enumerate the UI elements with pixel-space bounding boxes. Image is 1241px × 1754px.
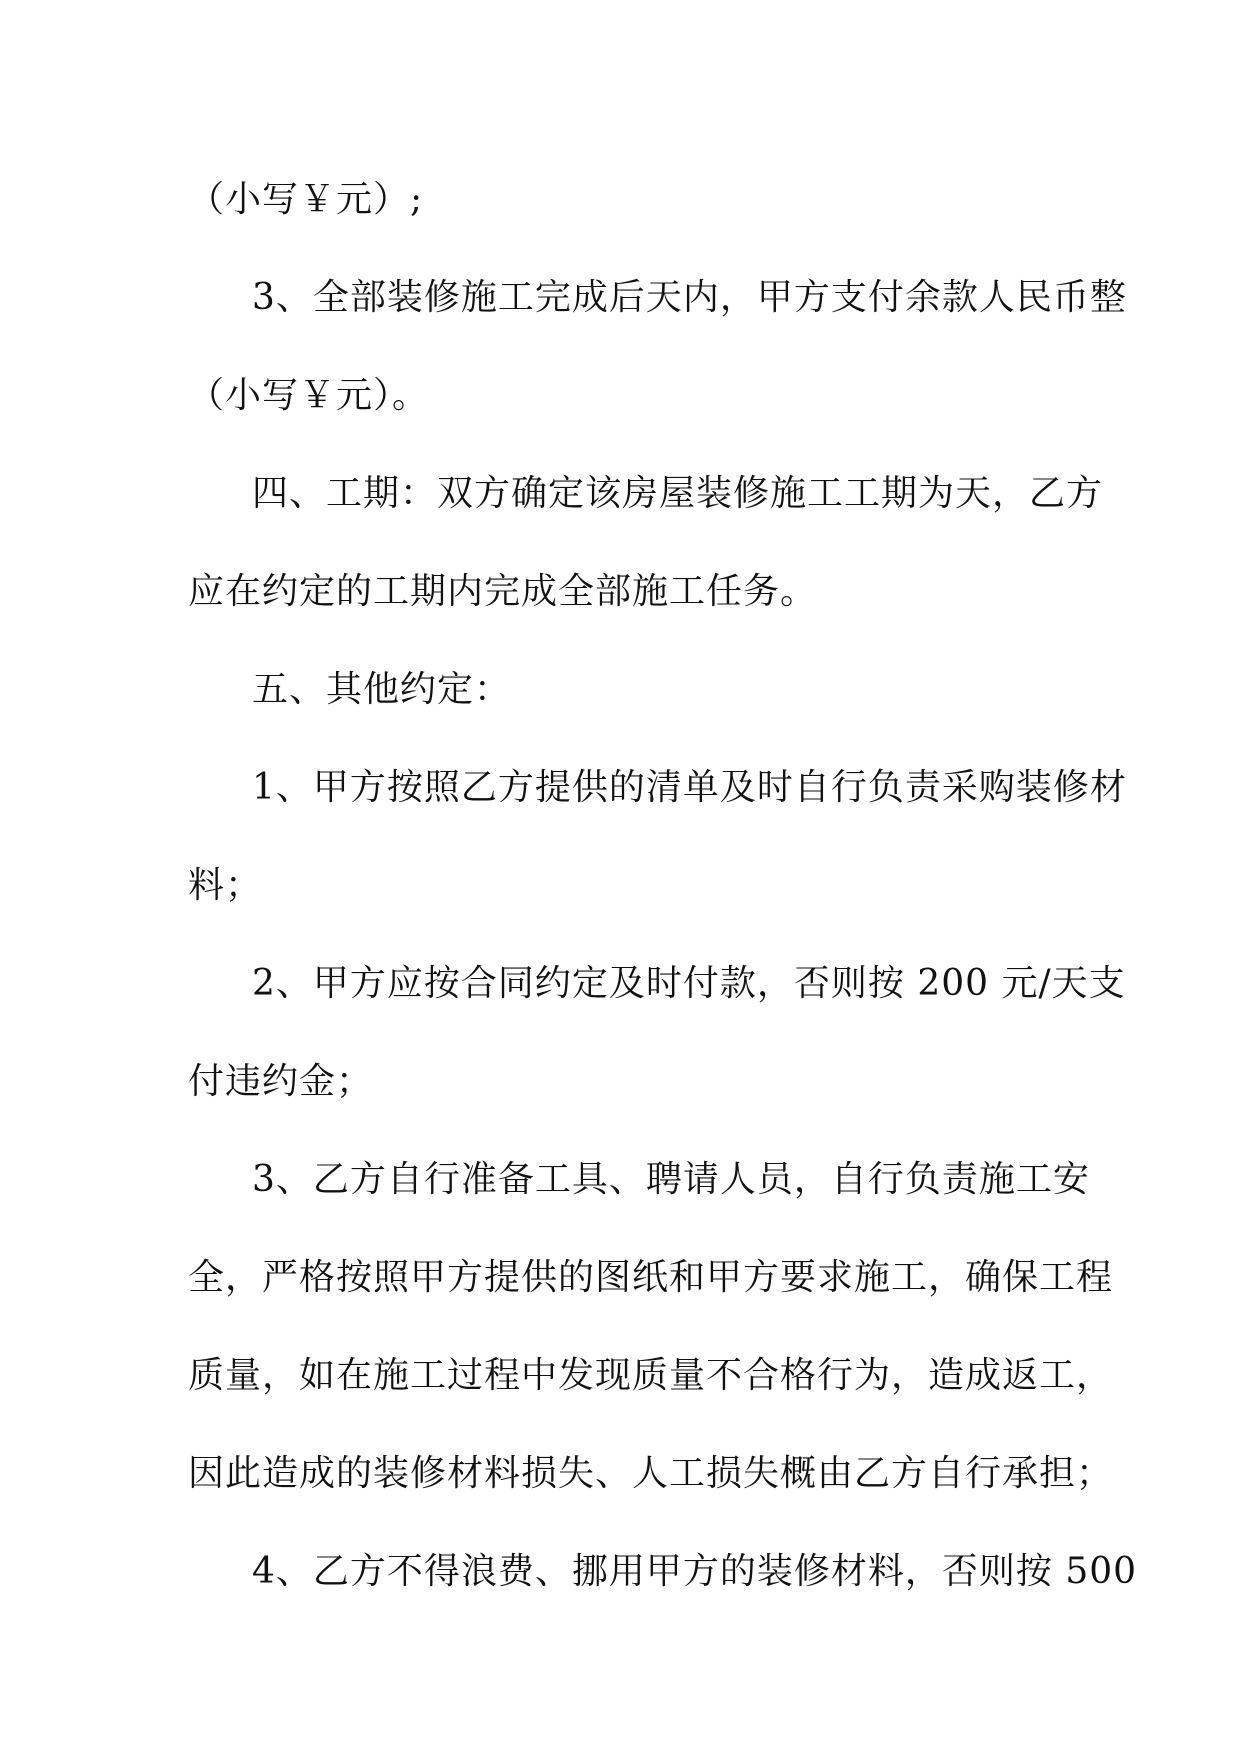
text-line-12: 全，严格按照甲方提供的图纸和甲方要求施工，确保工程: [188, 1257, 1114, 1298]
text-line-4: 四、工期：双方确定该房屋装修施工工期为天，乙方: [252, 473, 1104, 514]
text-line-9: 2、甲方应按合同约定及时付款，否则按 200 元/天支: [252, 963, 1126, 1004]
text-line-10: 付违约金；: [188, 1061, 374, 1102]
text-line-5: 应在约定的工期内完成全部施工任务。: [188, 571, 818, 612]
text-line-7: 1、甲方按照乙方提供的清单及时自行负责采购装修材: [252, 767, 1127, 808]
text-line-14: 因此造成的装修材料损失、人工损失概由乙方自行承担；: [188, 1453, 1114, 1494]
text-line-13: 质量，如在施工过程中发现质量不合格行为，造成返工，: [188, 1355, 1114, 1396]
text-line-1: （小写￥元）;: [188, 179, 424, 220]
text-line-3: （小写￥元）。: [188, 375, 430, 416]
text-line-2: 3、全部装修施工完成后天内，甲方支付余款人民币整: [252, 277, 1127, 318]
text-line-6: 五、其他约定：: [252, 669, 512, 710]
text-line-8: 料；: [188, 865, 263, 906]
text-line-11: 3、乙方自行准备工具、聘请人员，自行负责施工安: [252, 1159, 1090, 1200]
text-line-15: 4、乙方不得浪费、挪用甲方的装修材料，否则按 500: [252, 1551, 1138, 1592]
